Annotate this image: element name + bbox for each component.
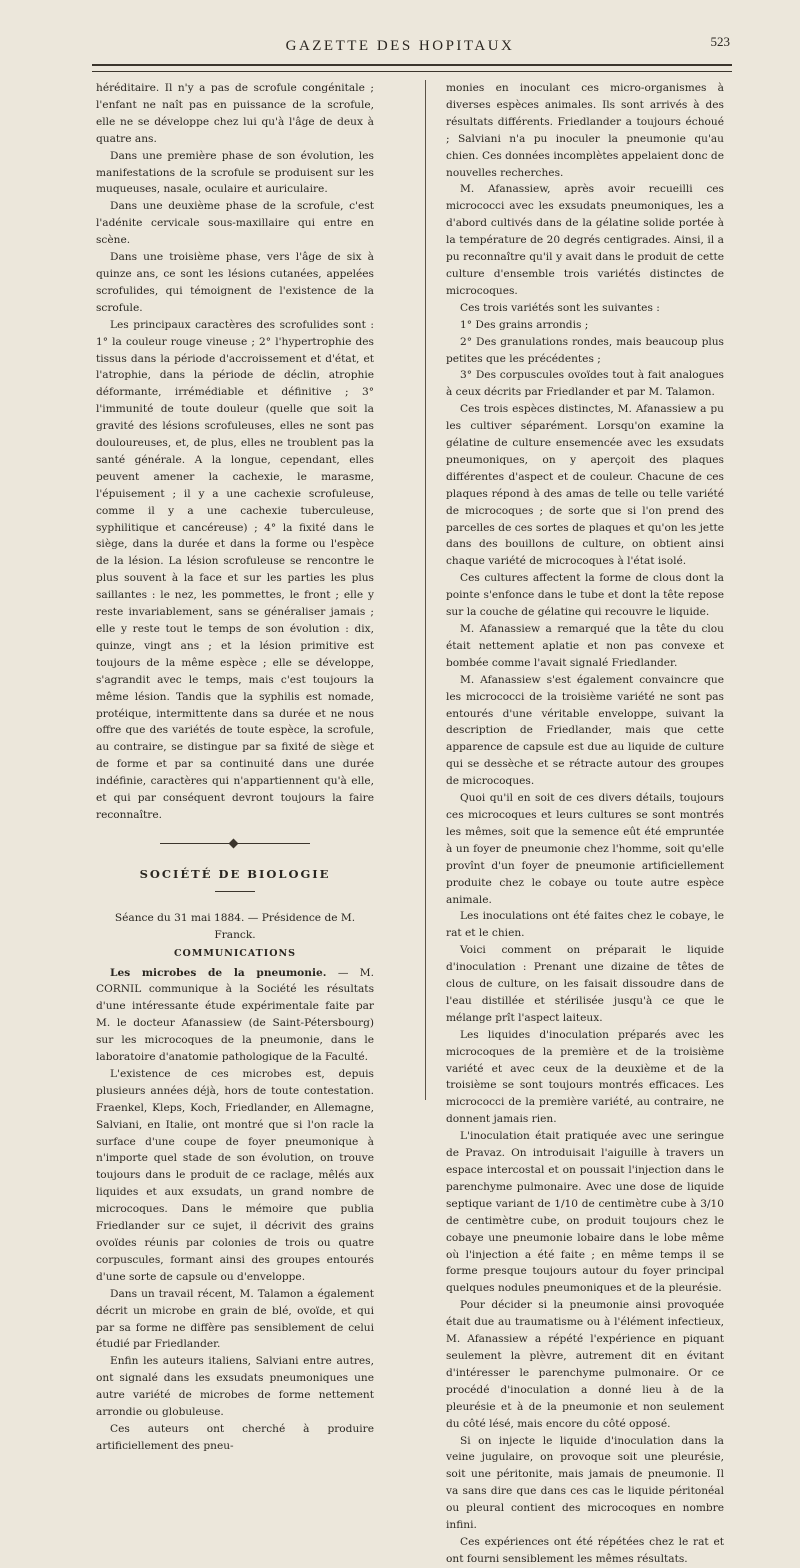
paragraph: Ces trois variétés sont les suivantes :	[460, 301, 660, 314]
column-divider	[425, 80, 426, 1100]
list-item: 2° Des granulations rondes, mais beaucoup plus petites que les précédentes ;	[446, 335, 724, 365]
paragraph: Dans une troisième phase, vers l'âge de six à quinze ans, ce sont les lésions cutanées, appelées scrofulides, qui témoignent de l'existence de la scrofule.	[96, 251, 374, 314]
session-line: Séance du 31 mai 1884. — Présidence de M. Franck.	[114, 911, 356, 941]
communications-heading: COMMUNICATIONS	[173, 947, 297, 959]
paragraph: Ces auteurs ont cherché à produire artificiellement des pneu-	[96, 1422, 374, 1452]
paragraph: communique à la Société les résultats d'une intéressante étude expérimentale faite par M. le docteur Afanassiew (de Saint-Pétersbourg) sur les microcoques de la pneumonie, dans le laboratoire d'anatomie pathologique de la Faculté.	[96, 983, 375, 1064]
paragraph: Dans un travail récent, M. Talamon a également décrit un microbe en grain de blé, ovoïde, et qui par sa forme ne diffère pas sensiblement de celui étudié par Friedlander.	[96, 1287, 374, 1351]
list-item: 1° Des grains arrondis ;	[460, 318, 589, 331]
paragraph: Enfin les auteurs italiens, Salviani entre autres, ont signalé dans les exsudats pneumoniques une autre variété de microbes de forme nettement arrondie ou globuleuse.	[96, 1355, 374, 1419]
article-title: Les microbes de la pneumonie.	[110, 966, 327, 979]
paragraph: monies en inoculant ces micro-organismes à diverses espèces animales. Ils sont arrivés à des résultats différents. Friedlander a toujours échoué ; Salviani n'a pu inoculer la pneumonie qu'au chien. Ces données incomplètes appelaient donc de nouvelles recherches.	[446, 82, 724, 179]
paragraph: Quoi qu'il en soit de ces divers détails, toujours ces microcoques et leurs cultures se sont montrés les mêmes, soit que la semence eût été empruntée à un foyer de pneumonie chez l'homme, soit qu'elle provînt d'un foyer de pneumonie artificiellement produite chez le cobaye ou toute autre espèce animale.	[446, 792, 724, 906]
section-ornament	[160, 838, 310, 848]
left-column	[96, 80, 375, 1452]
paragraph: Ces trois espèces distinctes, M. Afanassiew a pu les cultiver séparément. Lorsqu'on examine la gélatine de culture ensemencée avec les exsudats pneumoniques, on y aperçoit des plaques différentes d'aspect et de couleur. Chacune de ces plaques répond à des amas de telle ou telle variété de microcoques ; de sorte que si l'on prend des parcelles de ces sortes de plaques et qu'on les jette dans des bouillons de culture, on obtient ainsi chaque variété de microcoques à l'état isolé.	[446, 403, 724, 568]
paragraph: Les principaux caractères des scrofulides sont : 1° la couleur rouge vineuse ; 2° l'hypertrophie des tissus dans la période d'accroissement et d'état, et l'atrophie, dans la période de déclin, atrophie déformante, irrémédiable et définitive ; 3° l'immunité de toute douleur (quelle que soit la gravité des lésions scrofuleuses, elles ne sont pas douloureuses, et, de plus, elles ne troublent pas la santé générale. A la longue, cependant, elles peuvent amener la cachexie, le marasme, l'épuisement ; il y a une cachexie scrofuleuse, comme il y a une cachexie tuberculeuse, syphilitique et cancéreuse) ; 4° la fixité dans le siège, dans la durée et dans la forme ou l'espèce de la lésion. La lésion scrofuleuse se rencontre le plus souvent à la face et sur les parties les plus saillantes : le nez, les pommettes, le front ; elle y reste invariablement, sans se généraliser jamais ; elle y reste tout le temps de son évolution : dix, quinze, vingt ans ; et la lésion primitive est toujours de la même espèce ; elle se développe, s'agrandit avec le temps, mais c'est toujours la même lésion. Tandis que la syphilis est nomade, protéique, intermittente dans sa durée et ne nous offre que des variétés de toute espèce, la scrofule, au contraire, se distingue par sa fixité de siège et de forme et par sa continuité dans une durée indéfinie, caractères qui n'appartiennent qu'à elle, et qui par conséquent devront toujours la faire reconnaître.	[96, 318, 374, 821]
newspaper-title: GAZETTE DES HOPITAUX	[285, 38, 515, 54]
short-rule	[215, 891, 255, 892]
paragraph: héréditaire. Il n'y a pas de scrofule congénitale ; l'enfant ne naît pas en puissance de la scrofule, elle ne se développe chez lui qu'à l'âge de deux à quatre ans.	[96, 82, 374, 145]
paragraph: Les liquides d'inoculation préparés avec les microcoques de la première et de la troisième variété et avec ceux de la deuxième et de la troisième se sont toujours montrés efficaces. Les micrococci de la première variété, au contraire, ne donnent jamais rien.	[446, 1028, 724, 1126]
header-rule-thin	[92, 71, 732, 72]
right-column	[446, 80, 724, 1565]
paragraph: Dans une première phase de son évolution, les manifestations de la scrofule se produisent sur les muqueuses, nasale, oculaire et auriculaire.	[96, 149, 374, 196]
paragraph: L'inoculation était pratiquée avec une seringue de Pravaz. On introduisait l'aiguille à travers un espace intercostal et on poussait l'injection dans le parenchyme pulmonaire. Avec une dose de liquide septique variant de 1/10 de centimètre cube à 3/10 de centimètre cube, on produit toujours chez le cobaye une pneumonie lobaire dans le lobe même où l'injection a été faite ; en même temps il se forme presque toujours autour du foyer principal quelques nodules pneumoniques et de la pleurésie.	[446, 1130, 724, 1295]
article-intro	[96, 965, 374, 1066]
paragraph: M. Afanassiew a remarqué que la tête du clou était nettement aplatie et non pas convexe et bombée comme l'avait signalé Friedlander.	[446, 623, 724, 669]
paragraph: Ces expériences ont été répétées chez le rat et ont fourni sensiblement les mêmes résultats.	[446, 1535, 724, 1565]
paragraph: Les inoculations ont été faites chez le cobaye, le rat et le chien.	[446, 910, 724, 940]
paragraph: Ces cultures affectent la forme de clous dont la pointe s'enfonce dans le tube et dont la tête repose sur la couche de gélatine qui recouvre le liquide.	[446, 572, 724, 619]
paragraph: Voici comment on préparait le liquide d'inoculation : Prenant une dizaine de têtes de clous de culture, on les faisait dissoudre dans de l'eau distillée et stérilisée jusqu'à ce que le mélange prît l'aspect laiteux.	[446, 944, 724, 1024]
article-author: — M. CORNIL	[96, 966, 374, 996]
paragraph: Si on injecte le liquide d'inoculation dans la veine jugulaire, on provoque soit une pleurésie, soit une péritonite, mais jamais de pneumonie. Il va sans dire que dans ces cas le liquide péritonéal ou pleural contient des microcoques en nombre infini.	[446, 1434, 724, 1532]
header-rule	[92, 64, 732, 66]
paragraph: Pour décider si la pneumonie ainsi provoquée était due au traumatisme ou à l'élément infectieux, M. Afanassiew a répété l'expérience en piquant seulement la plèvre, autrement dit en évitant d'intéresser le parenchyme pulmonaire. Or ce procédé d'inoculation a donné lieu à de la pleurésie et à de la pneumonie et non seulement du côté lésé, mais encore du côté opposé.	[446, 1299, 724, 1430]
paragraph: M. Afanassiew, après avoir recueilli ces micrococci avec les exsudats pneumoniques, les a d'abord cultivés dans de la gélatine solide portée à la température de 20 degrés centigrades. Ainsi, il a pu reconnaître qu'il y avait dans le produit de cette culture d'ensemble trois variétés distinctes de microcoques.	[446, 183, 724, 297]
page-number: 523	[710, 34, 730, 49]
list-item: 3° Des corpuscules ovoïdes tout à fait analogues à ceux décrits par Friedlander et par M. Talamon.	[446, 369, 724, 399]
paragraph: L'existence de ces microbes est, depuis plusieurs années déjà, hors de toute contestation. Fraenkel, Kleps, Koch, Friedlander, en Allemagne, Salviani, en Italie, ont montré que si l'on racle la surface d'une coupe de foyer pneumonique à n'importe quel stade de son évolution, on trouve toujours dans le produit de ce raclage, mêlés aux liquides et aux exsudats, un grand nombre de microcoques. Dans le mémoire que publia Friedlander sur ce sujet, il décrivit des grains ovoïdes réunis par colonies de trois ou quatre corpuscules, formant ainsi des groupes entourés d'une sorte de capsule ou d'enveloppe.	[96, 1067, 374, 1283]
paragraph: Dans une deuxième phase de la scrofule, c'est l'adénite cervicale sous-maxillaire qui entre en scène.	[96, 200, 374, 247]
paragraph: M. Afanassiew s'est également convaincre que les micrococci de la troisième variété ne sont pas entourés d'une véritable enveloppe, suivant la description de Friedlander, mais que cette apparence de capsule est due au liquide de culture qui se dessèche et se rétracte autour des groupes de microcoques.	[446, 673, 724, 788]
section-title: SOCIÉTÉ DE BIOLOGIE	[139, 866, 331, 881]
